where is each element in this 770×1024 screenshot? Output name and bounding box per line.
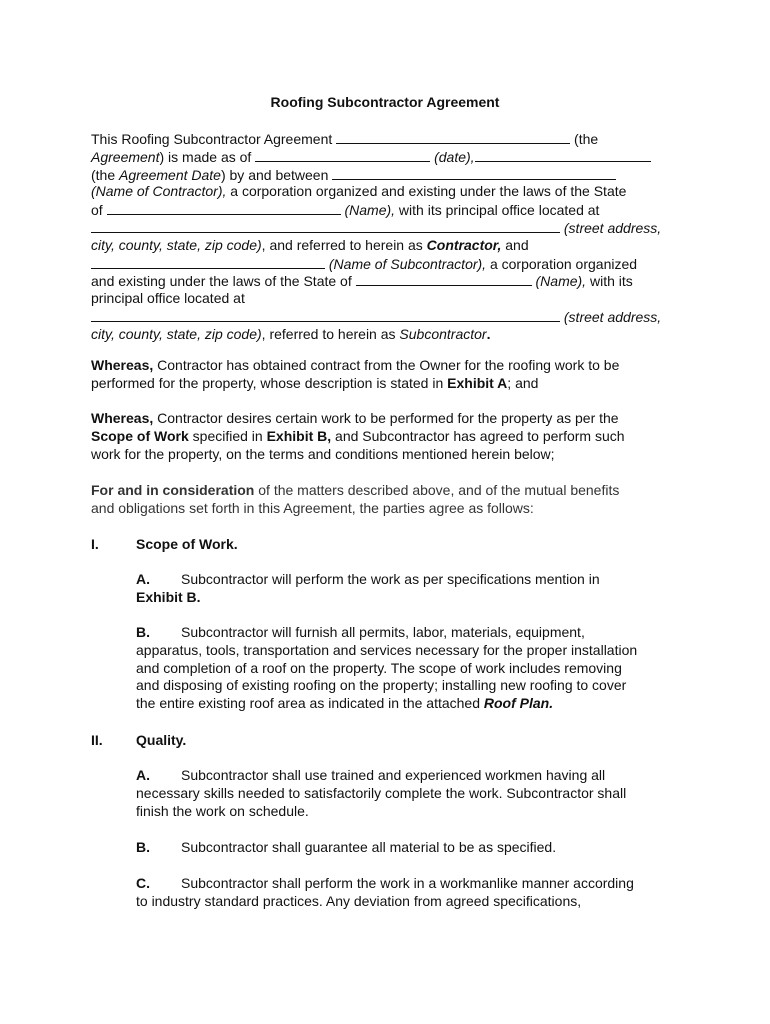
agreement-date-blank <box>255 148 430 162</box>
clause-1b: B. Subcontractor will furnish all permits, labor, materials, equipment, apparatus, tools, transportation and services necessary for the proper installation and completion of a roof on the property. The scope of work includes removing and disposing of existing roofing on the property; installing new roofing to cover the entire existing roof area as indicated in the attached Roof Plan. <box>136 624 638 712</box>
contractor-address-blank <box>91 219 560 233</box>
intro-paragraph: This Roofing Subcontractor Agreement (the Agreement) is made as of (date), (the Agreement Date) by and between (Name of Contractor), a corporation organized and existing under the laws of the State of (Name), with its principal office located at (street address, city, county, state, zip code), and referred to herein as Contractor, and (Name of Subcontractor), a corporation organized and existing under the laws of the State of (Name), with its principal office located at (street address, city, county, state, zip code), referred to herein as Subcontractor. <box>91 131 662 342</box>
document-title: Roofing Subcontractor Agreement <box>270 94 500 110</box>
clause-2b: B. Subcontractor shall guarantee all material to be as specified. <box>136 839 557 855</box>
whereas-paragraph-1: Whereas, Contractor has obtained contract from the Owner for the roofing work to be performed for the property, whose description is stated in Exhibit A; and <box>91 357 620 391</box>
agreement-name-blank <box>336 130 570 144</box>
section-heading-scope-of-work: I. Scope of Work. <box>91 536 238 552</box>
subcontractor-address-blank <box>91 308 560 322</box>
subcontractor-name-blank <box>91 255 325 269</box>
section-heading-quality: II. Quality. <box>91 732 187 748</box>
whereas-paragraph-2: Whereas, Contractor desires certain work to be performed for the property as per the Scope of Work specified in Exhibit B, and Subcontractor has agreed to perform such work for the property, on the terms and conditions mentioned herein below; <box>91 410 625 462</box>
consideration-paragraph: For and in consideration of the matters described above, and of the mutual benefits and obligations set forth in this Agreement, the parties agree as follows: <box>91 482 620 516</box>
subcontractor-state-blank <box>356 272 532 286</box>
clause-2a: A. Subcontractor shall use trained and experienced workmen having all necessary skills needed to satisfactorily complete the work. Subcontractor shall finish the work on schedule. <box>136 767 627 819</box>
clause-2c: C. Subcontractor shall perform the work in a workmanlike manner according to industry standard practices. Any deviation from agreed specifications, <box>136 875 634 909</box>
clause-1a: A. Subcontractor will perform the work as per specifications mention in Exhibit B. <box>136 571 600 605</box>
contractor-state-blank <box>107 201 341 215</box>
date-blank <box>475 148 651 162</box>
contractor-name-blank <box>332 166 616 180</box>
